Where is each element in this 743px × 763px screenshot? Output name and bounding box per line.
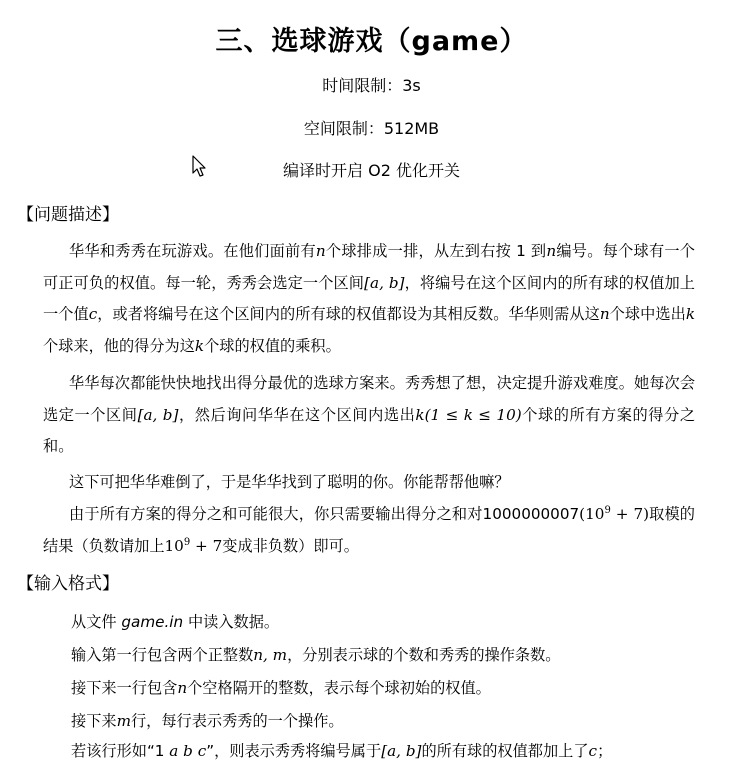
page-title: 三、选球游戏（game） xyxy=(215,26,528,57)
problem-paragraph-1: 华华和秀秀在玩游戏。在他们面前有n个球排成一排，从左到右按 1 到n编号。每个球有一个可正可负的权值。每一轮，秀秀会选定一个区间[a, b]，将编号在这个区间内的所有球的权值加上一个值c，或者将编号在这个区间内的所有球的权值都设为其相反数。华华则需从这n个球中选出k个球来，他的得分为这k个球的权值的乘积。 xyxy=(43,242,696,355)
memory-limit: 空间限制：512MB xyxy=(303,119,440,138)
problem-description-heading: 【问题描述】 xyxy=(17,205,119,225)
time-limit: 时间限制：3s xyxy=(322,76,421,95)
compile-note: 编译时开启 O2 优化开关 xyxy=(283,161,460,180)
problem-paragraph-2: 华华每次都能快快地找出得分最优的选球方案来。秀秀想了想，决定提升游戏难度。她每次会选定一个区间[a, b]，然后询问华华在这个区间内选出k(1 ≤ k ≤ 10)个球的所有方案的得分之和。 xyxy=(43,374,696,455)
input-line-3: 接下来一行包含n个空格隔开的整数，表示每个球初始的权值。 xyxy=(71,679,491,697)
input-line-1: 从文件 game.in 中读入数据。 xyxy=(71,613,280,631)
problem-paragraph-3: 这下可把华华难倒了，于是华华找到了聪明的你。你能帮帮他嘛？ xyxy=(69,473,510,491)
input-line-4: 接下来m行，每行表示秀秀的一个操作。 xyxy=(71,712,344,730)
mouse-pointer-icon xyxy=(192,155,208,179)
problem-paragraph-4: 由于所有方案的得分之和可能很大，你只需要输出得分之和对$1000000007(10^9 + 7)$取模的结果（负数请加上$10^9 + 7$变成非负数）即可。 xyxy=(43,504,695,555)
input-line-2: 输入第一行包含两个正整数n, m，分别表示球的个数和秀秀的操作条数。 xyxy=(71,646,561,664)
input-line-5: 若该行形如“1 a b c”，则表示秀秀将编号属于[a, b]的所有球的权值都加上了c； xyxy=(71,742,613,760)
input-file-name: game.in xyxy=(121,613,184,631)
input-format-heading: 【输入格式】 xyxy=(17,574,119,594)
